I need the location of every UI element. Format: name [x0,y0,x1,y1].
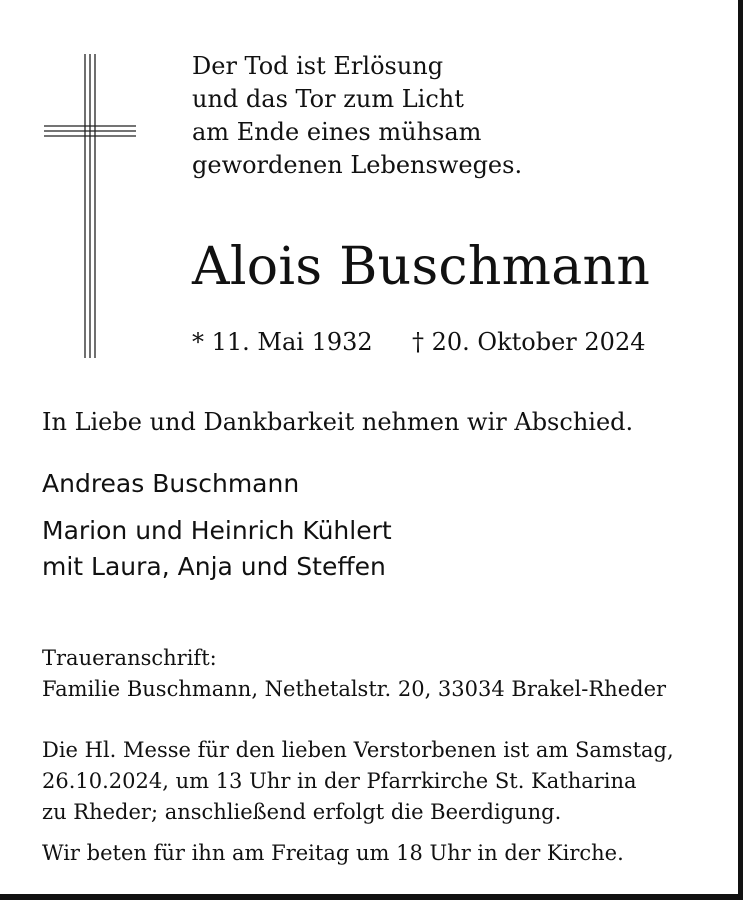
mourning-address [42,643,666,705]
family-group [42,513,392,585]
quote-line: und das Tor zum Licht [192,85,464,113]
quote-line: Der Tod ist Erlösung [192,52,444,80]
cross-icon [44,54,136,358]
death-date: † 20. Oktober 2024 [412,328,646,356]
farewell-text: In Liebe und Dankbarkeit nehmen wir Abschied. [42,408,634,436]
quote-line: am Ende eines mühsam [192,118,482,146]
mass-line: 26.10.2024, um 13 Uhr in der Pfarrkirche St. Katharina [42,769,637,793]
quote-block [192,50,522,182]
birth-date: * 11. Mai 1932 [192,328,373,356]
family-member: mit Laura, Anja und Steffen [42,552,386,581]
quote-line: gewordenen Lebensweges. [192,151,523,179]
deceased-name: Alois Buschmann [192,237,651,297]
address-value: Familie Buschmann, Nethetalstr. 20, 33034 Brakel-Rheder [42,677,667,701]
family-member: Andreas Buschmann [42,469,300,498]
family-member: Marion und Heinrich Kühlert [42,516,392,545]
prayer-info: Wir beten für ihn am Freitag um 18 Uhr in der Kirche. [42,841,624,865]
mass-info [42,735,674,828]
address-label: Traueranschrift: [42,646,217,670]
mass-line: zu Rheder; anschließend erfolgt die Beerdigung. [42,800,562,824]
mass-line: Die Hl. Messe für den lieben Verstorbenen ist am Samstag, [42,738,674,762]
